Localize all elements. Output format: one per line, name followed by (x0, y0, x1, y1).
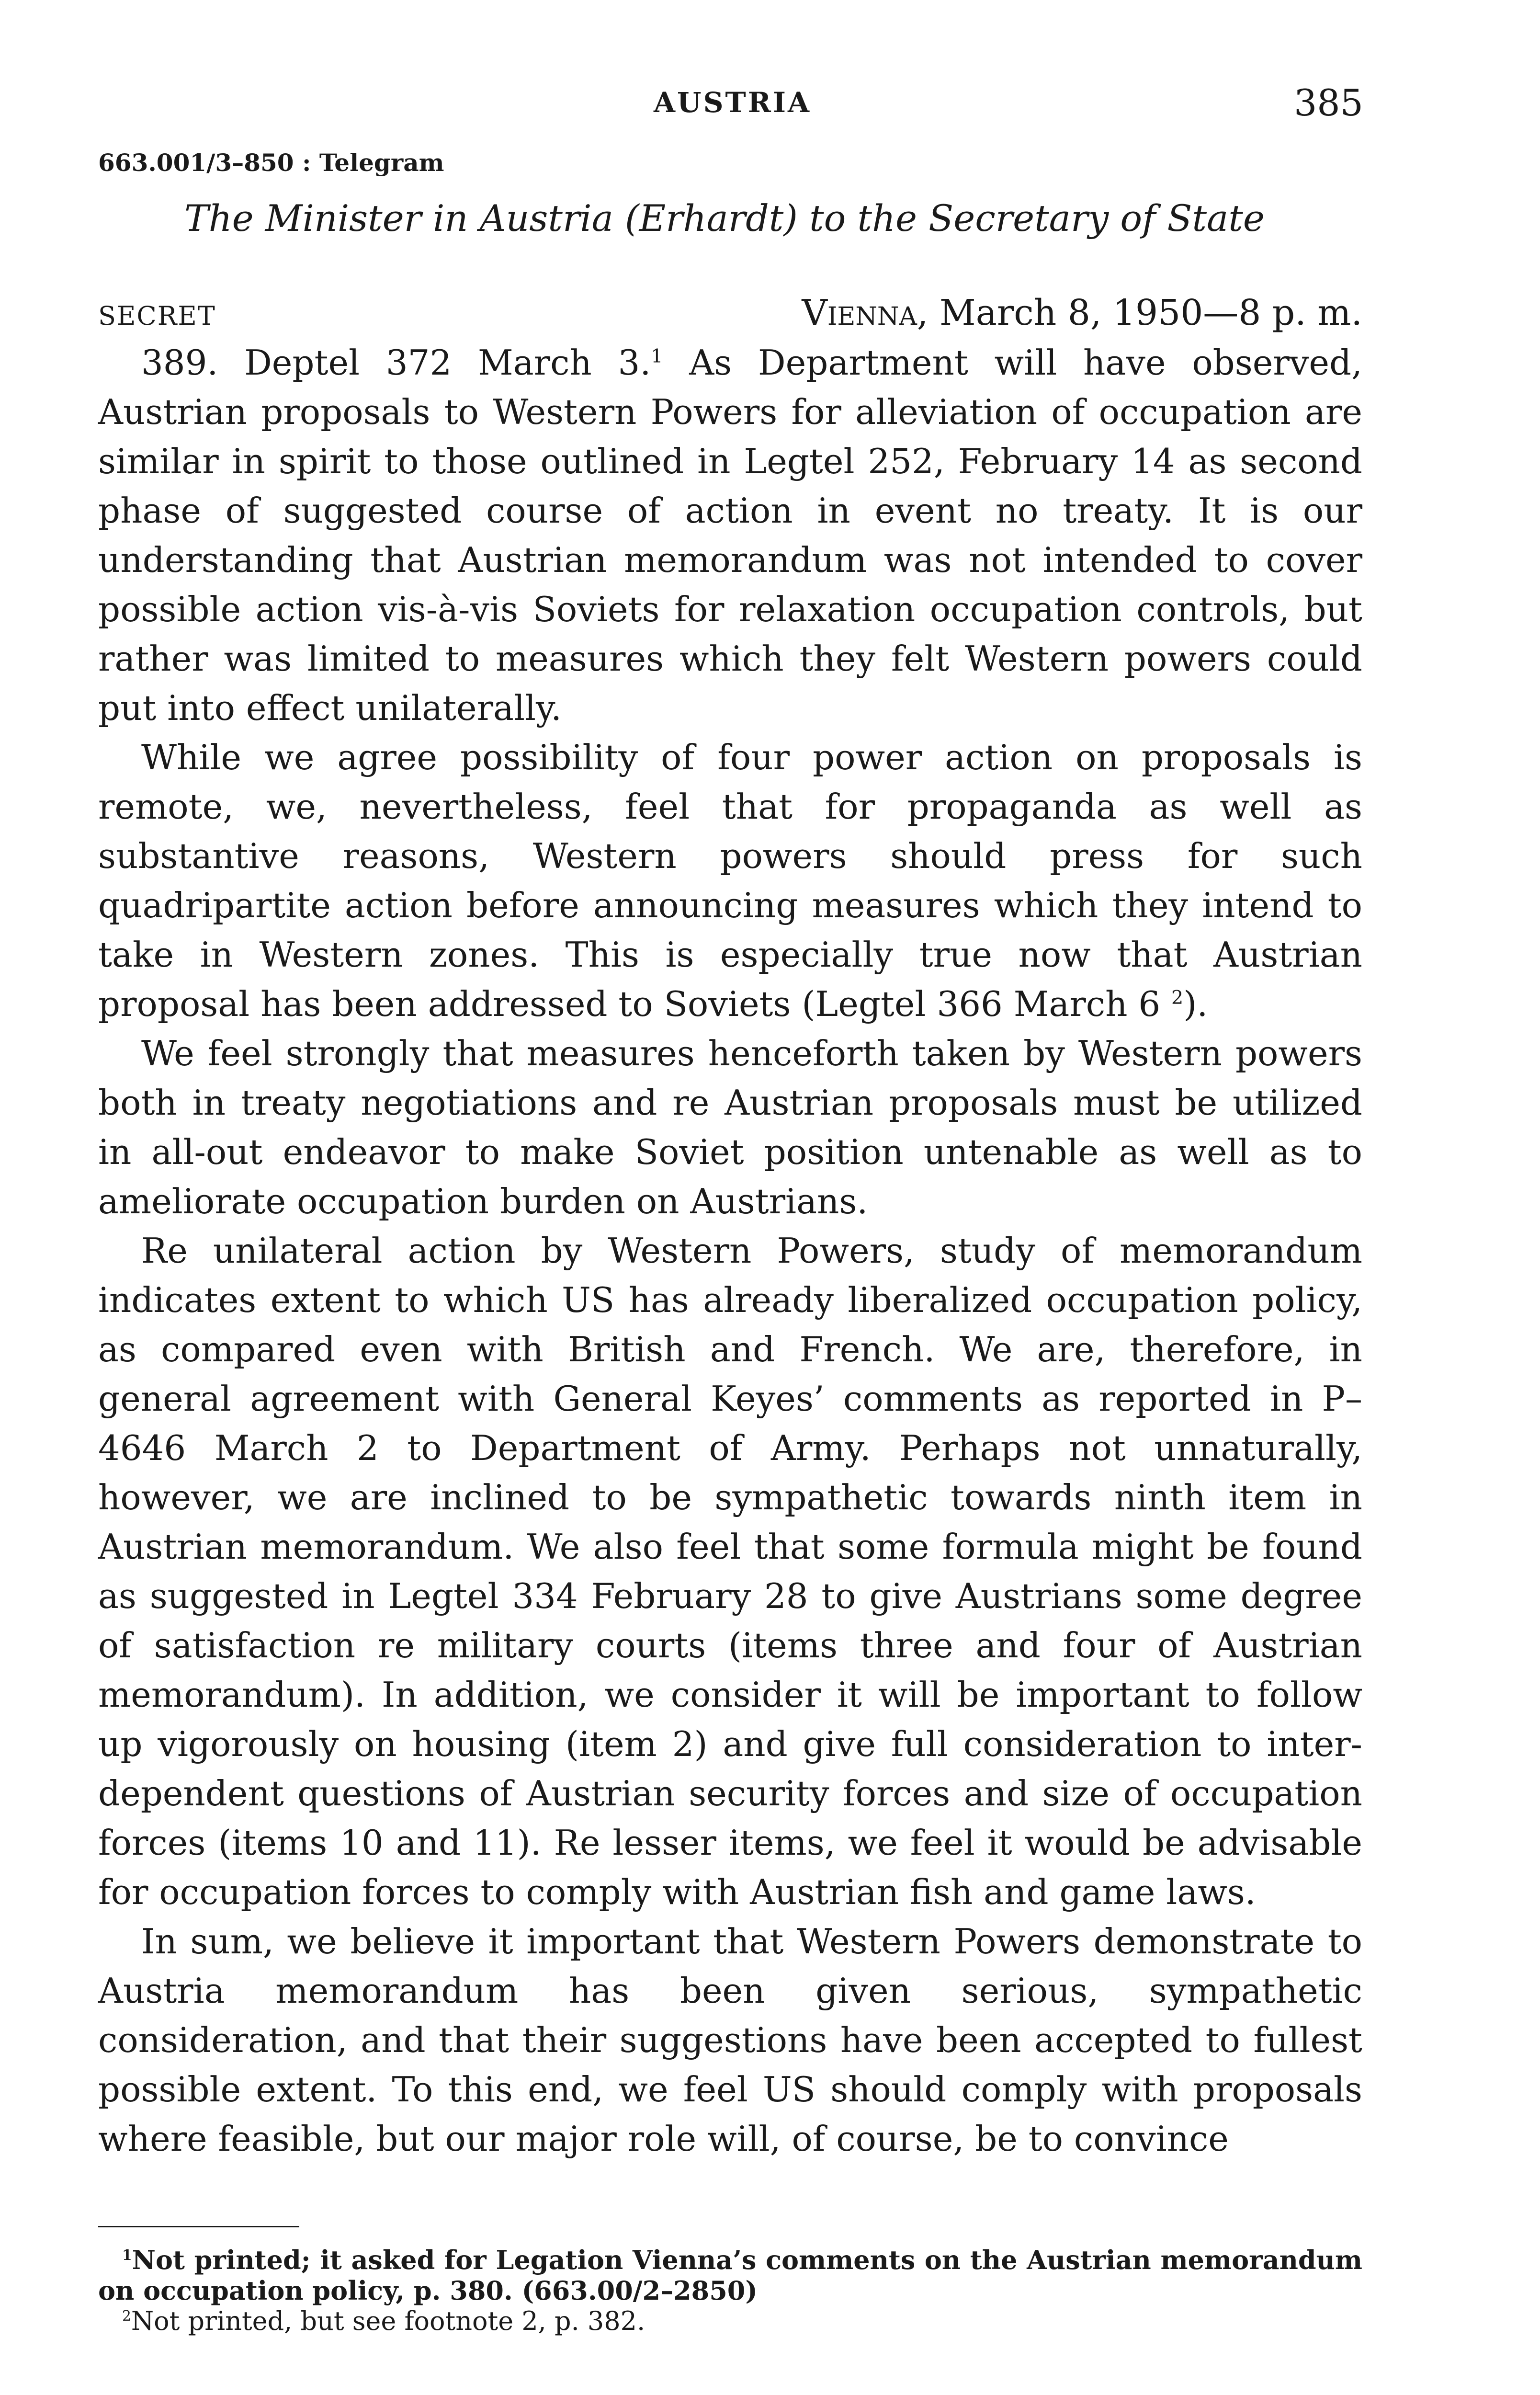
footnote-1-text: Not printed; it asked for Legation Vienna’s comments on the Austrian memorandum on occupation policy, p. 380. (663.00/2–2850) (98, 2245, 1362, 2306)
place-date (802, 292, 1362, 333)
paragraph-1 (98, 338, 1362, 733)
footnote-marker-2: 2 (1171, 987, 1184, 1009)
paragraph-2-end: ). (1183, 984, 1208, 1024)
paragraph-1-text: As Department will have observed, Austrian proposals to Western Powers for alleviation of occupation are similar in spirit to those outlined in Legtel 252, February 14 as second phase of suggested course of action in event no treaty. It is our understanding that Austrian memorandum was not intended to cover possible action vis-à-vis Soviets for relaxation occupation controls, but rather was limited to measures which they felt Western powers could put into effect unilaterally. (98, 342, 1363, 728)
paragraph-2 (98, 733, 1362, 1029)
footnote-2-marker: 2 (122, 2308, 131, 2325)
dateline (98, 292, 1362, 333)
footnotes (98, 2245, 1362, 2337)
footnote-2-text: Not printed, but see footnote 2, p. 382. (131, 2306, 645, 2336)
document-title: The Minister in Austria (Erhardt) to the Secretary of State (184, 197, 1265, 240)
running-title: AUSTRIA (654, 86, 811, 119)
footnote-2 (98, 2306, 1362, 2337)
page-number: 385 (1293, 81, 1363, 124)
paragraph-4: Re unilateral action by Western Powers, study of memorandum indicates extent to which US has already liberalized occupation policy, as compared even with British and French. We are, therefore, in general agreement with General Keyes’ comments as reported in P–4646 March 2 to Department of Army. Perhaps not unnaturally, however, we are inclined to be sympathetic towards ninth item in Austrian memorandum. We also feel that some formula might be found as suggested in Legtel 334 February 28 to give Austrians some degree of satisfaction re military courts (items three and four of Austrian memorandum). In addition, we consider it will be important to follow up vigorously on housing (item 2) and give full consideration to inter-dependent questions of Austrian security forces and size of occupation forces (items 10 and 11). Re lesser items, we feel it would be advisable for occupation forces to comply with Austrian fish and game laws. (98, 1231, 1362, 1912)
place-name: Vienna (802, 292, 917, 333)
footnote-1-marker: 1 (122, 2247, 132, 2264)
file-reference: 663.001/3–850 : Telegram (98, 148, 444, 177)
footnote-1 (98, 2245, 1362, 2306)
footnote-divider (98, 2226, 299, 2227)
classification-label: SECRET (98, 301, 216, 331)
paragraph-5: In sum, we believe it important that Western Powers demonstrate to Austria memorandum has been given serious, sympathetic consideration, and that their suggestions have been accepted to fullest possible extent. To this end, we feel US should comply with proposals where feasible, but our major role will, of course, be to convince (98, 1921, 1362, 2159)
deptel-reference: Deptel 372 March 3. (244, 342, 651, 383)
running-head (98, 77, 1362, 129)
telegram-body (98, 338, 1362, 2164)
document-page (98, 77, 1362, 2337)
telegram-number: 389. (141, 342, 218, 383)
footnote-marker-1: 1 (651, 345, 663, 367)
paragraph-3: We feel strongly that measures henceforth taken by Western powers both in treaty negotiations and re Austrian proposals must be utilized in all-out endeavor to make Soviet position untenable as well as to ameliorate occupation burden on Austrians. (98, 1033, 1362, 1221)
date-text: , March 8, 1950—8 p. m. (917, 292, 1362, 333)
paragraph-2-text: While we agree possibility of four power action on proposals is remote, we, nevertheless, feel that for propaganda as well as substantive reasons, Western powers should press for such quadripartite action before announcing measures which they intend to take in Western zones. This is especially true now that Austrian proposal has been addressed to Soviets (Legtel 366 March 6 (98, 737, 1362, 1024)
